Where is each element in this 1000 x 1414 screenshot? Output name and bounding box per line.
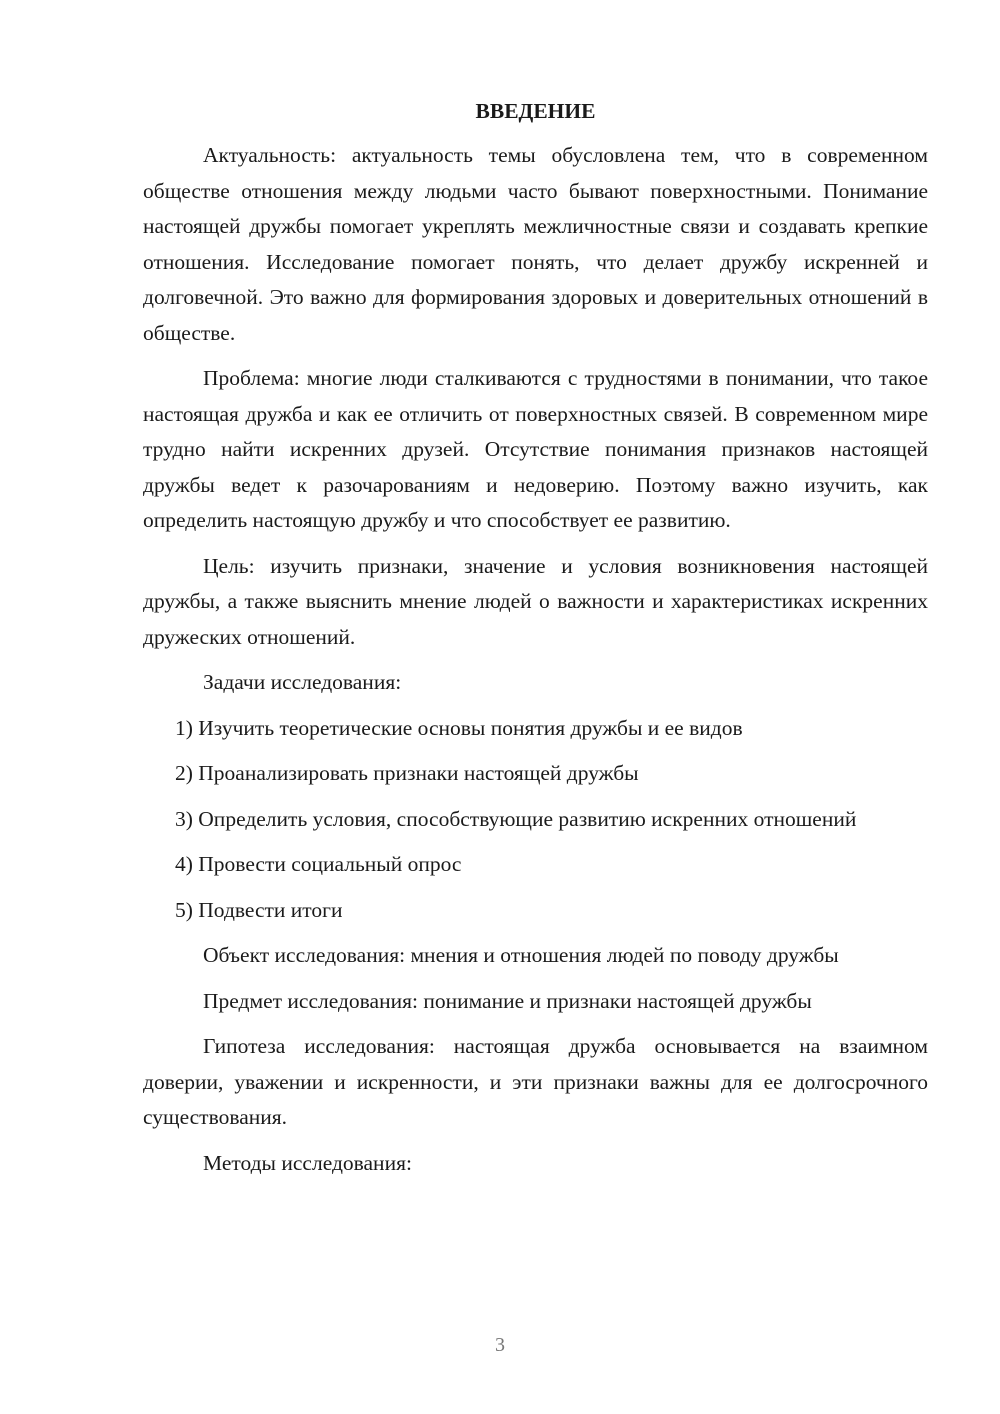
relevance-paragraph: Актуальность: актуальность темы обусловлена тем, что в современном обществе отношения между людьми часто бывают поверхностными. Понимание настоящей дружбы помогает укреплять межличностные связи и создавать крепкие отношения. Исследование помогает понять, что делает дружбу искренней и долговечной. Это важно для формирования здоровых и доверительных отношений в обществе. [143, 143, 928, 345]
section-title: ВВЕДЕНИЕ [475, 99, 596, 123]
task-item-1: 1) Изучить теоретические основы понятия дружбы и ее видов [175, 715, 743, 740]
page-content [143, 96, 928, 1191]
task-item-5: 5) Подвести итоги [175, 897, 343, 922]
task-item-4: 4) Провести социальный опрос [175, 852, 462, 876]
task-item-2: 2) Проанализировать признаки настоящей дружбы [175, 761, 639, 785]
object-paragraph: Объект исследования: мнения и отношения людей по поводу дружбы [203, 943, 839, 967]
tasks-heading: Задачи исследования: [203, 670, 402, 694]
task-item-3: 3) Определить условия, способствующие развитию искренних отношений [175, 806, 857, 831]
page-number: 3 [495, 1334, 505, 1356]
subject-paragraph: Предмет исследования: понимание и признаки настоящей дружбы [203, 988, 812, 1013]
hypothesis-paragraph: Гипотеза исследования: настоящая дружба основывается на взаимном доверии, уважении и искренности, и эти признаки важны для ее долгосрочного существования. [143, 1034, 928, 1129]
goal-paragraph: Цель: изучить признаки, значение и условия возникновения настоящей дружбы, а также выяснить мнение людей о важности и характеристиках искренних дружеских отношений. [143, 553, 928, 649]
problem-paragraph: Проблема: многие люди сталкиваются с трудностями в понимании, что такое настоящая дружба и как ее отличить от поверхностных связей. В современном мире трудно найти искренних друзей. Отсутствие понимания признаков настоящей дружбы ведет к разочарованиям и недоверию. Поэтому важно изучить, как определить настоящую дружбу и что способствует ее развитию. [143, 366, 928, 532]
methods-heading: Методы исследования: [203, 1150, 412, 1175]
